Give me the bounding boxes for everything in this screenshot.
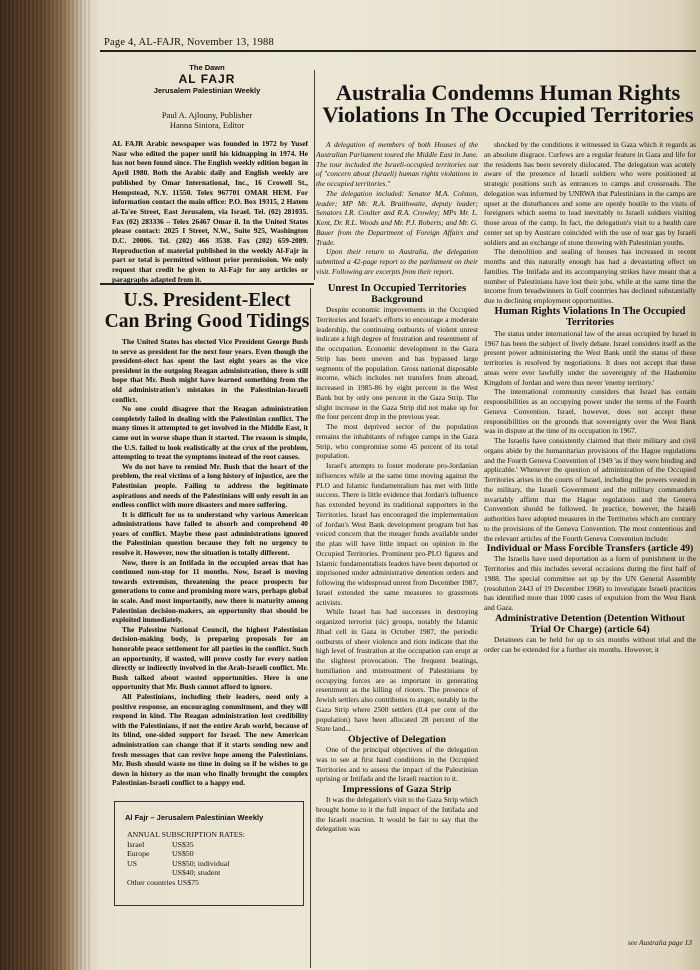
rate-row: Europe US$50 bbox=[127, 849, 194, 858]
article-paragraph: Detainees can be held for up to six months without trial and the order can be extended for a further six months. However, it bbox=[484, 634, 696, 654]
article-headline: Australia Condemns Human Rights Violations In The Occupied Territories bbox=[322, 80, 694, 127]
article-paragraph: Israel's attempts to foster moderate pro-Jordanian influences while at the same time moving against the PLO and Islamic fundamentalism has met with little success. There is little evidence that Jordan's influence has extended beyond its traditional supporters in the Territories. Israel has encouraged the implementation of Jordan's West Bank development program but has voiced concern that the meager funds available under the plan will have little impact on opinion in the Occupied Territories. Prominent pro-PLO figures and Islamic fundamentalists leaders have been deported or imprisoned under administrative detention orders and following the widespread unrest from December 1987, Israel extended the same measures to grassroots activists. bbox=[316, 461, 478, 607]
section-heading: Human Rights Violations In The Occupied Territories bbox=[494, 305, 686, 329]
rate-row: US US$50; individual bbox=[127, 858, 230, 868]
article-column-2 bbox=[484, 140, 696, 654]
about-paragraph: AL FAJR Arabic newspaper was founded in 1972 by Yusef Nasr who edited the paper until his kidnapping in 1974. He has not been found since. The English weekly edition began in April 1980. Both the Arabic daily and English weekly are published by Omar International, Inc., 16 Crowell St., Hempstead, N.Y. 11550. Telex 967701 OMAR HEM. For information contact the main office: P.O. Box 19315, 2 Hatem al-Ta'ee Street, East Jerusalem, via Israel. Tel. (02) 281035. Fax (02) 283336 – Telex 26467 Omar il. In the United States please contact: 2025 I Street, N.W., Suite 925, Washington D.C. 20006. Tel. (202) 466 3538. Fax (202) 659-2089. Reproduction of material published in the weekly Al-Fajr in part or total is permitted without prior permission. We only request that credit be given to Al-Fajr for any articles or paragraphs adapted from it. bbox=[112, 139, 308, 284]
editorial-headline: U.S. President-Elect Can Bring Good Tidings bbox=[104, 290, 310, 332]
column-divider bbox=[314, 70, 315, 280]
article-paragraph: shocked by the conditions it witnessed in Gaza which it regards as an absolute disgrace. Curfews are a regular feature in Gaza and life for the residents has been severely dislocated. The delegation was acutely aware of the presence of Israeli soldiers who were positioned at strategic positions such as entrances to camps and crossroads. The delegation was informed by UNRWA that Palestinians in the camps are upset at the disturbances and some are openly hostile to the visits of foreigners which seems to lead inevitably to Israeli soldiers visiting those areas of the camp. In fact, the delegation's visit to a health care center set up by Austcare coincided with the use of tear gas by Israeli soldiers and an exchange of stone throwing with Palestinian youths. bbox=[484, 140, 696, 247]
editorial-paragraph: We do not have to remind Mr. Bush that the heart of the problem, the real victims of a long history of injustice, are the Palestinian people. Failing to address the legitimate aspirations and needs of the Palestinians will only result in an endless conflict with more disasters and more suffering. bbox=[112, 461, 308, 510]
column-divider bbox=[310, 288, 311, 968]
article-paragraph: The Israelis have consistently claimed that their military and civil organs abide by the humanitarian provisions of the Hague regulations and the Fourth Geneva Convention of 1949 'as if they were binding and applicable.' Whenever the question of administration of the Occupied Territories arises in the courts of Israel, including the powers vested in the military, the Israeli Government and the military commanders invariably affirm that the Hague regulations and the Geneva Convention should be followed. In practice, however, the Israeli authorities have adopted measures in the Territories which are contrary to the provisions of the Geneva Convention. The most contentious and the relevant articles of the Fourth Geneva Convention include: bbox=[484, 436, 696, 543]
rate-row: US$40; student bbox=[172, 868, 221, 877]
book-binding bbox=[0, 0, 92, 970]
article-paragraph: Despite economic improvements in the Occupied Territories and Israel's efforts to encourage a moderate leadership, the continuing outbursts of violent unrest indicate a high degree of frustration and resentment of the occupation. Economic development in the Gaza Strip has been uneven and has bypassed large segments of the population. Gross national disposable income, which includes net transfers from abroad, increased in 1985-86 by eight percent in the West Bank but by only one percent in the Gaza Strip. The slight increase in the Gaza Strip did not make up for the four percent drop in the previous year. bbox=[316, 305, 478, 422]
section-heading: Individual or Mass Forcible Transfers (article 49) bbox=[486, 543, 694, 555]
section-heading: Objective of Delegation bbox=[348, 734, 446, 745]
rate-other: Other countries US$75 bbox=[127, 877, 199, 887]
masthead bbox=[112, 63, 302, 95]
article-paragraph: The demolition and sealing of houses has increased in recent months and this naturally enough has had a devastating effect on families. The Intifada and its accompanying strikes have meant that a number of Palestinians have lost their jobs, while at the same time the income from breadwinners in Gulf countries has declined substantially due to declining employment opportunities. bbox=[484, 247, 696, 305]
masthead-line1: The Dawn bbox=[189, 63, 225, 72]
staff-box bbox=[112, 110, 302, 130]
rates-title: ANNUAL SUBSCRIPTION RATES: bbox=[127, 830, 245, 839]
article-paragraph: The status under international law of the areas occupied by Israel in 1967 has been the subject of lively debate. Israel considers itself as the present power administering the West Bank until the status of these territories is resolved by negotiations. It does not accept that these areas were ever lawfully under the sovereignty of the Hashemite Kingdom of Jordan and were thus never 'enemy territory.' bbox=[484, 328, 696, 387]
editorial-paragraph: All Palestinians, including their leaders, need only a positive response, an encouraging commitment, and they will respond in kind. The Reagan administration lost credibility with the Palestinians, if not the entire Arab world, because of its blind, one-sided support for Israel. The new American administration can change that if it starts sending new and fresh messages that can revive hope among the Palestinians. Mr. Bush should waste no time in doing so if he wishes to go down in history as the man who finally brought the complex Palestinian-Israeli conflict to a happy end. bbox=[112, 691, 308, 788]
page-folio: Page 4, AL-FAJR, November 13, 1988 bbox=[104, 37, 274, 48]
article-paragraph: One of the principal objectives of the delegation was to see at first hand conditions in the Occupied Territories and to assess the impact of the Palestinian uprising or Intifada and the Israeli reaction to it. bbox=[316, 745, 478, 784]
intro-paragraph: A delegation of members of both Houses of the Australian Parliament toured the Middle East in June. The tour included the Israeli-occupied territories out of "concern about (Israeli) human rights violations in the occupied territories." bbox=[316, 140, 478, 188]
article-paragraph: While Israel has had successes in destroying organized terrorist (sic) groups, notably the Islamic Jihad cell in Gaza in October 1987, the periodic outbursts of sheer violence and riots indicate that the high level of frustration at the occupation can erupt at the slightest provocation. The frequent beatings, humiliation and mistreatment of Palestinians by occupying forces are as important in generating resentment as the killing of rioters. The presence of Jewish settlers also contributes to anger, notably in the Gaza Strip where 2500 settlers (0.4 per cent of the population) have been allocated 28 percent of the State land... bbox=[316, 607, 478, 734]
article-paragraph: The Israelis have used deportation as a form of punishment in the Territories and this includes several occasions during the first half of 1988. The special committee set up by the UN General Assembly (resolution 2443 of 19 December 1968) to investigate Israeli practices has identified more than 1000 cases of expulsion from the West Bank and Gaza. bbox=[484, 554, 696, 612]
section-rule bbox=[100, 283, 314, 285]
editorial-paragraph: It is difficult for us to understand why various American administrations have failed to absorb and comprehend 40 years of conflict. Maybe these past administrations ignored the Palestinian question because they felt no urgency to resolve it. However, now the situation is totally different. bbox=[112, 509, 308, 558]
masthead-title: AL FAJR bbox=[178, 72, 236, 86]
section-heading: Administrative Detention (Detention Without Trial Or Charge) (article 64) bbox=[495, 612, 685, 635]
section-heading: Impressions of Gaza Strip bbox=[342, 784, 452, 795]
editor-line: Hanna Siniora, Editor bbox=[169, 120, 245, 130]
continuation-reference[interactable]: see Australia page 13 bbox=[627, 938, 692, 947]
editorial-body bbox=[112, 337, 308, 788]
top-rule bbox=[100, 50, 696, 52]
section-subheading: Background bbox=[371, 294, 423, 305]
editorial-paragraph: Now, there is an Intifada in the occupied areas that has continued non-stop for 11 months. Now, Israel is moving towards extremism, threatening the peace prospects for generations to come and promising more wars, perhaps global in scale. And most importantly, now there is maturity among Palestinian decision-makers, an opportunity that should be exploited immediately. bbox=[112, 557, 308, 625]
section-heading: Unrest In Occupied Territories bbox=[327, 282, 467, 294]
editorial-paragraph: The Palestine National Council, the highest Palestinian decision-making body, is preparing proposals for an honorable peace settlement for all parties in the conflict. Such an opportunity, if wasted, will prove costly for every nation directly or indirectly involved in the Arab-Israeli conflict. Mr. Bush talked about wasted opportunities. Here is one opportunity that Mr. Bush cannot afford to ignore. bbox=[112, 624, 308, 692]
editorial-paragraph: The United States has elected Vice President George Bush to serve as president for the next four years. Even though the president-elect has spent the last eight years as the vice president in the outgoing Reagan administration, there is still hope that Mr. Bush might have learned something from the old administration's mistakes in the Palestinian-Israeli conflict. bbox=[112, 337, 308, 404]
article-paragraph: It was the delegation's visit to the Gaza Strip which brought home to it the full impact of the Intifada and the Israeli reaction. It would be fair to say that the delegation was bbox=[316, 795, 478, 834]
subscription-box bbox=[114, 801, 304, 906]
subscription-heading: Al Fajr – Jerusalem Palestinian Weekly bbox=[125, 813, 264, 822]
editorial-paragraph: No one could disagree that the Reagan administration completely failed in dealing with the Palestinian conflict. The many times it attempted to get involved in the Middle East, it came out in worse shape than it started. The reason is simple, the U.S. failed to look realistically at the crux of the problem, attempting to treat the symptoms instead of the root causes. bbox=[112, 404, 308, 462]
intro-paragraph: The delegation included: Senator M.A. Colston, leader; MP Mr. R.A. Braithwaite, deputy leader; Senators I.R. Coulter and R.A. Crowley; MPs Mr. L. Kent, Dr. R.L. Woods and Mr. P.J. Roberts; and Mr. G. Bauer from the Department of Foreign Affairs and Trade. bbox=[316, 188, 478, 247]
intro-paragraph: Upon their return to Australia, the delegation submitted a 42-page report to the parliament on their visit. Following are excerpts from their report. bbox=[316, 247, 478, 276]
masthead-subtitle: Jerusalem Palestinian Weekly bbox=[153, 86, 261, 95]
article-column-1 bbox=[316, 140, 478, 834]
publisher-line: Paul A. Ajlouny, Publisher bbox=[161, 110, 253, 120]
article-paragraph: The international community considers that Israel has certain responsibilities as an occupying power under the terms of the Fourth Geneva Convention. Israel, however, does not accept these responsibilities on the grounds that sovereignty over the West Bank was in dispute at the time of its occupation in 1967. bbox=[484, 387, 696, 436]
article-paragraph: The most deprived sector of the population remains the inhabitants of refugee camps in the Gaza Strip, who compromise some 45 percent of its total population. bbox=[316, 422, 478, 461]
rate-row: Israel US$35 bbox=[127, 839, 194, 849]
rates-list bbox=[127, 830, 303, 887]
